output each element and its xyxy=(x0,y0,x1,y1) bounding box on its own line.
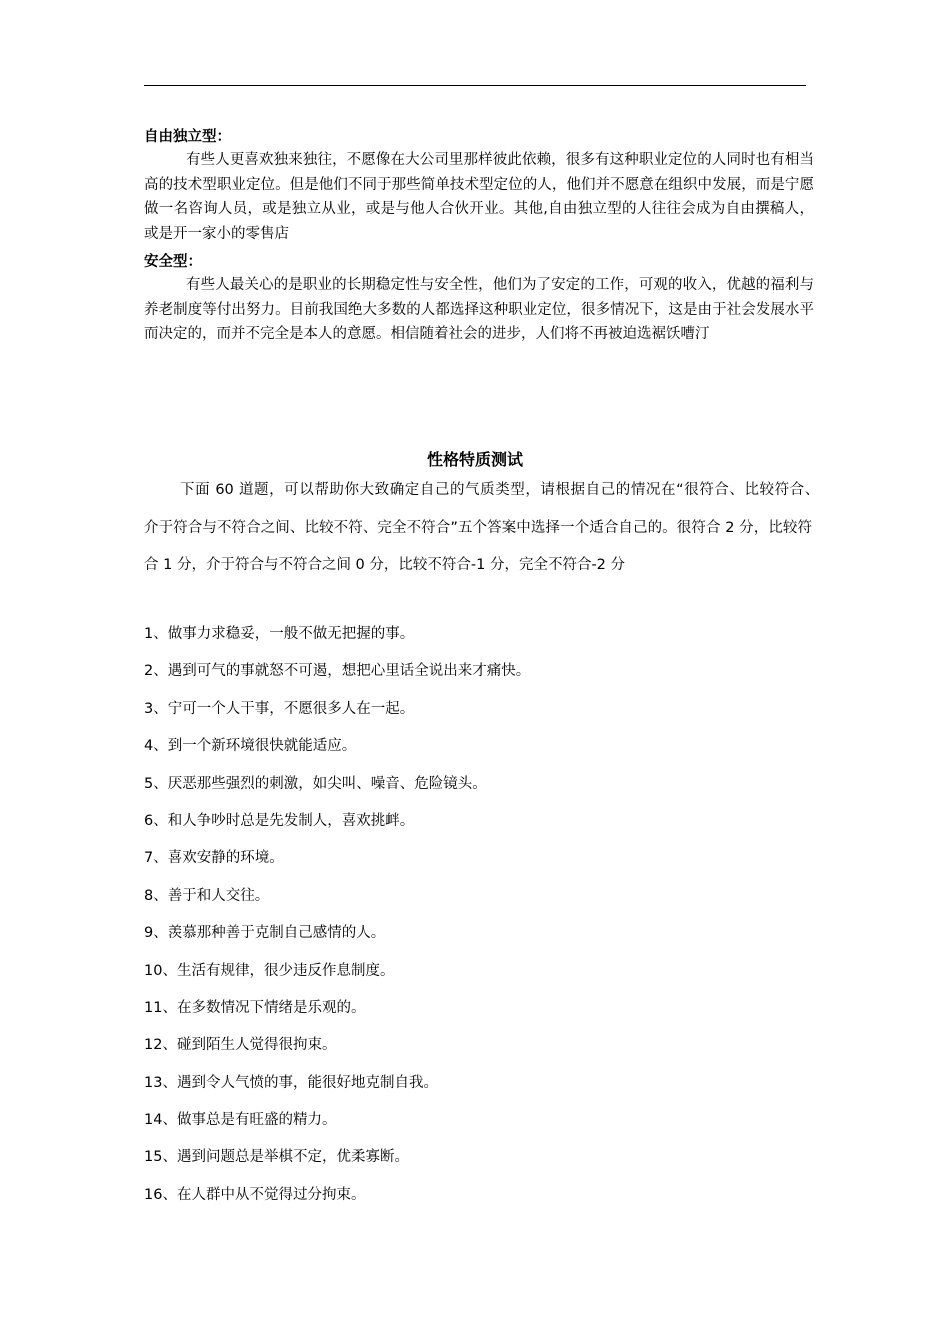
section-free-independent xyxy=(144,126,814,246)
question-item: 9、羡慕那种善于克制自己感情的人。 xyxy=(144,925,386,942)
question-list xyxy=(144,616,806,1214)
question-item: 14、做事总是有旺盛的精力。 xyxy=(144,1112,337,1129)
question-item: 16、在人群中从不觉得过分拘束。 xyxy=(144,1186,366,1203)
section-body: 有些人更喜欢独来独往，不愿像在大公司里那样彼此依赖，很多有这种职业定位的人同时也有相当高的技术型职业定位。但是他们不同于那些简单技术型定位的人，他们并不愿意在组织中发展，而是宁愿做一名咨询人员，或是独立从业，或是与他人合伙开业。其他,自由独立型的人往往会成为自由撰稿人，或是开一家小的零售店 xyxy=(144,152,814,242)
question-item: 3、宁可一个人干事，不愿很多人在一起。 xyxy=(144,700,415,717)
question-item: 10、生活有规律，很少违反作息制度。 xyxy=(144,962,395,979)
question-item: 2、遇到可气的事就怒不可遏，想把心里话全说出来才痛快。 xyxy=(144,663,531,680)
question-item: 4、到一个新环境很快就能适应。 xyxy=(144,738,357,755)
question-item: 11、在多数情况下情绪是乐观的。 xyxy=(144,999,366,1016)
section-heading: 安全型： xyxy=(144,254,202,270)
test-title: 性格特质测试 xyxy=(426,450,523,469)
question-item: 12、碰到陌生人觉得很拘束。 xyxy=(144,1037,337,1054)
question-item: 1、做事力求稳妥，一般不做无把握的事。 xyxy=(144,626,415,642)
question-item: 5、厌恶那些强烈的刺激，如尖叫、噪音、危险镜头。 xyxy=(144,775,487,792)
section-heading: 自由独立型： xyxy=(144,129,231,145)
question-item: 6、和人争吵时总是先发制人，喜欢挑衅。 xyxy=(144,812,415,829)
section-security xyxy=(144,251,814,347)
question-item: 8、善于和人交往。 xyxy=(144,887,270,904)
question-item: 13、遇到令人气愤的事，能很好地克制自我。 xyxy=(144,1074,438,1091)
question-item: 7、喜欢安静的环境。 xyxy=(144,850,284,867)
test-intro: 下面 60 道题，可以帮助你大致确定自己的气质类型，请根据自己的情况在“很符合、比较符合、 介于符合与不符合之间、比较不符、完全不符合”五个答案中选择一个适合自己的。很符合 2 分，比较符合 1 分，介于符合与不符合之间 0 分，比较不符合-1 分，完全不符合-2 分 xyxy=(144,482,841,573)
header-rule xyxy=(144,85,806,86)
section-body: 有些人最关心的是职业的长期稳定性与安全性，他们为了安定的工作，可观的收入，优越的福利与养老制度等付出努力。目前我国绝大多数的人都选择这种职业定位，很多情况下，这是由于社会发展水平而决定的，而并不完全是本人的意愿。相信随着社会的进步，人们将不再被迫选裾饫嘈汀 xyxy=(144,277,814,342)
question-item: 15、遇到问题总是举棋不定，优柔寡断。 xyxy=(144,1149,409,1166)
